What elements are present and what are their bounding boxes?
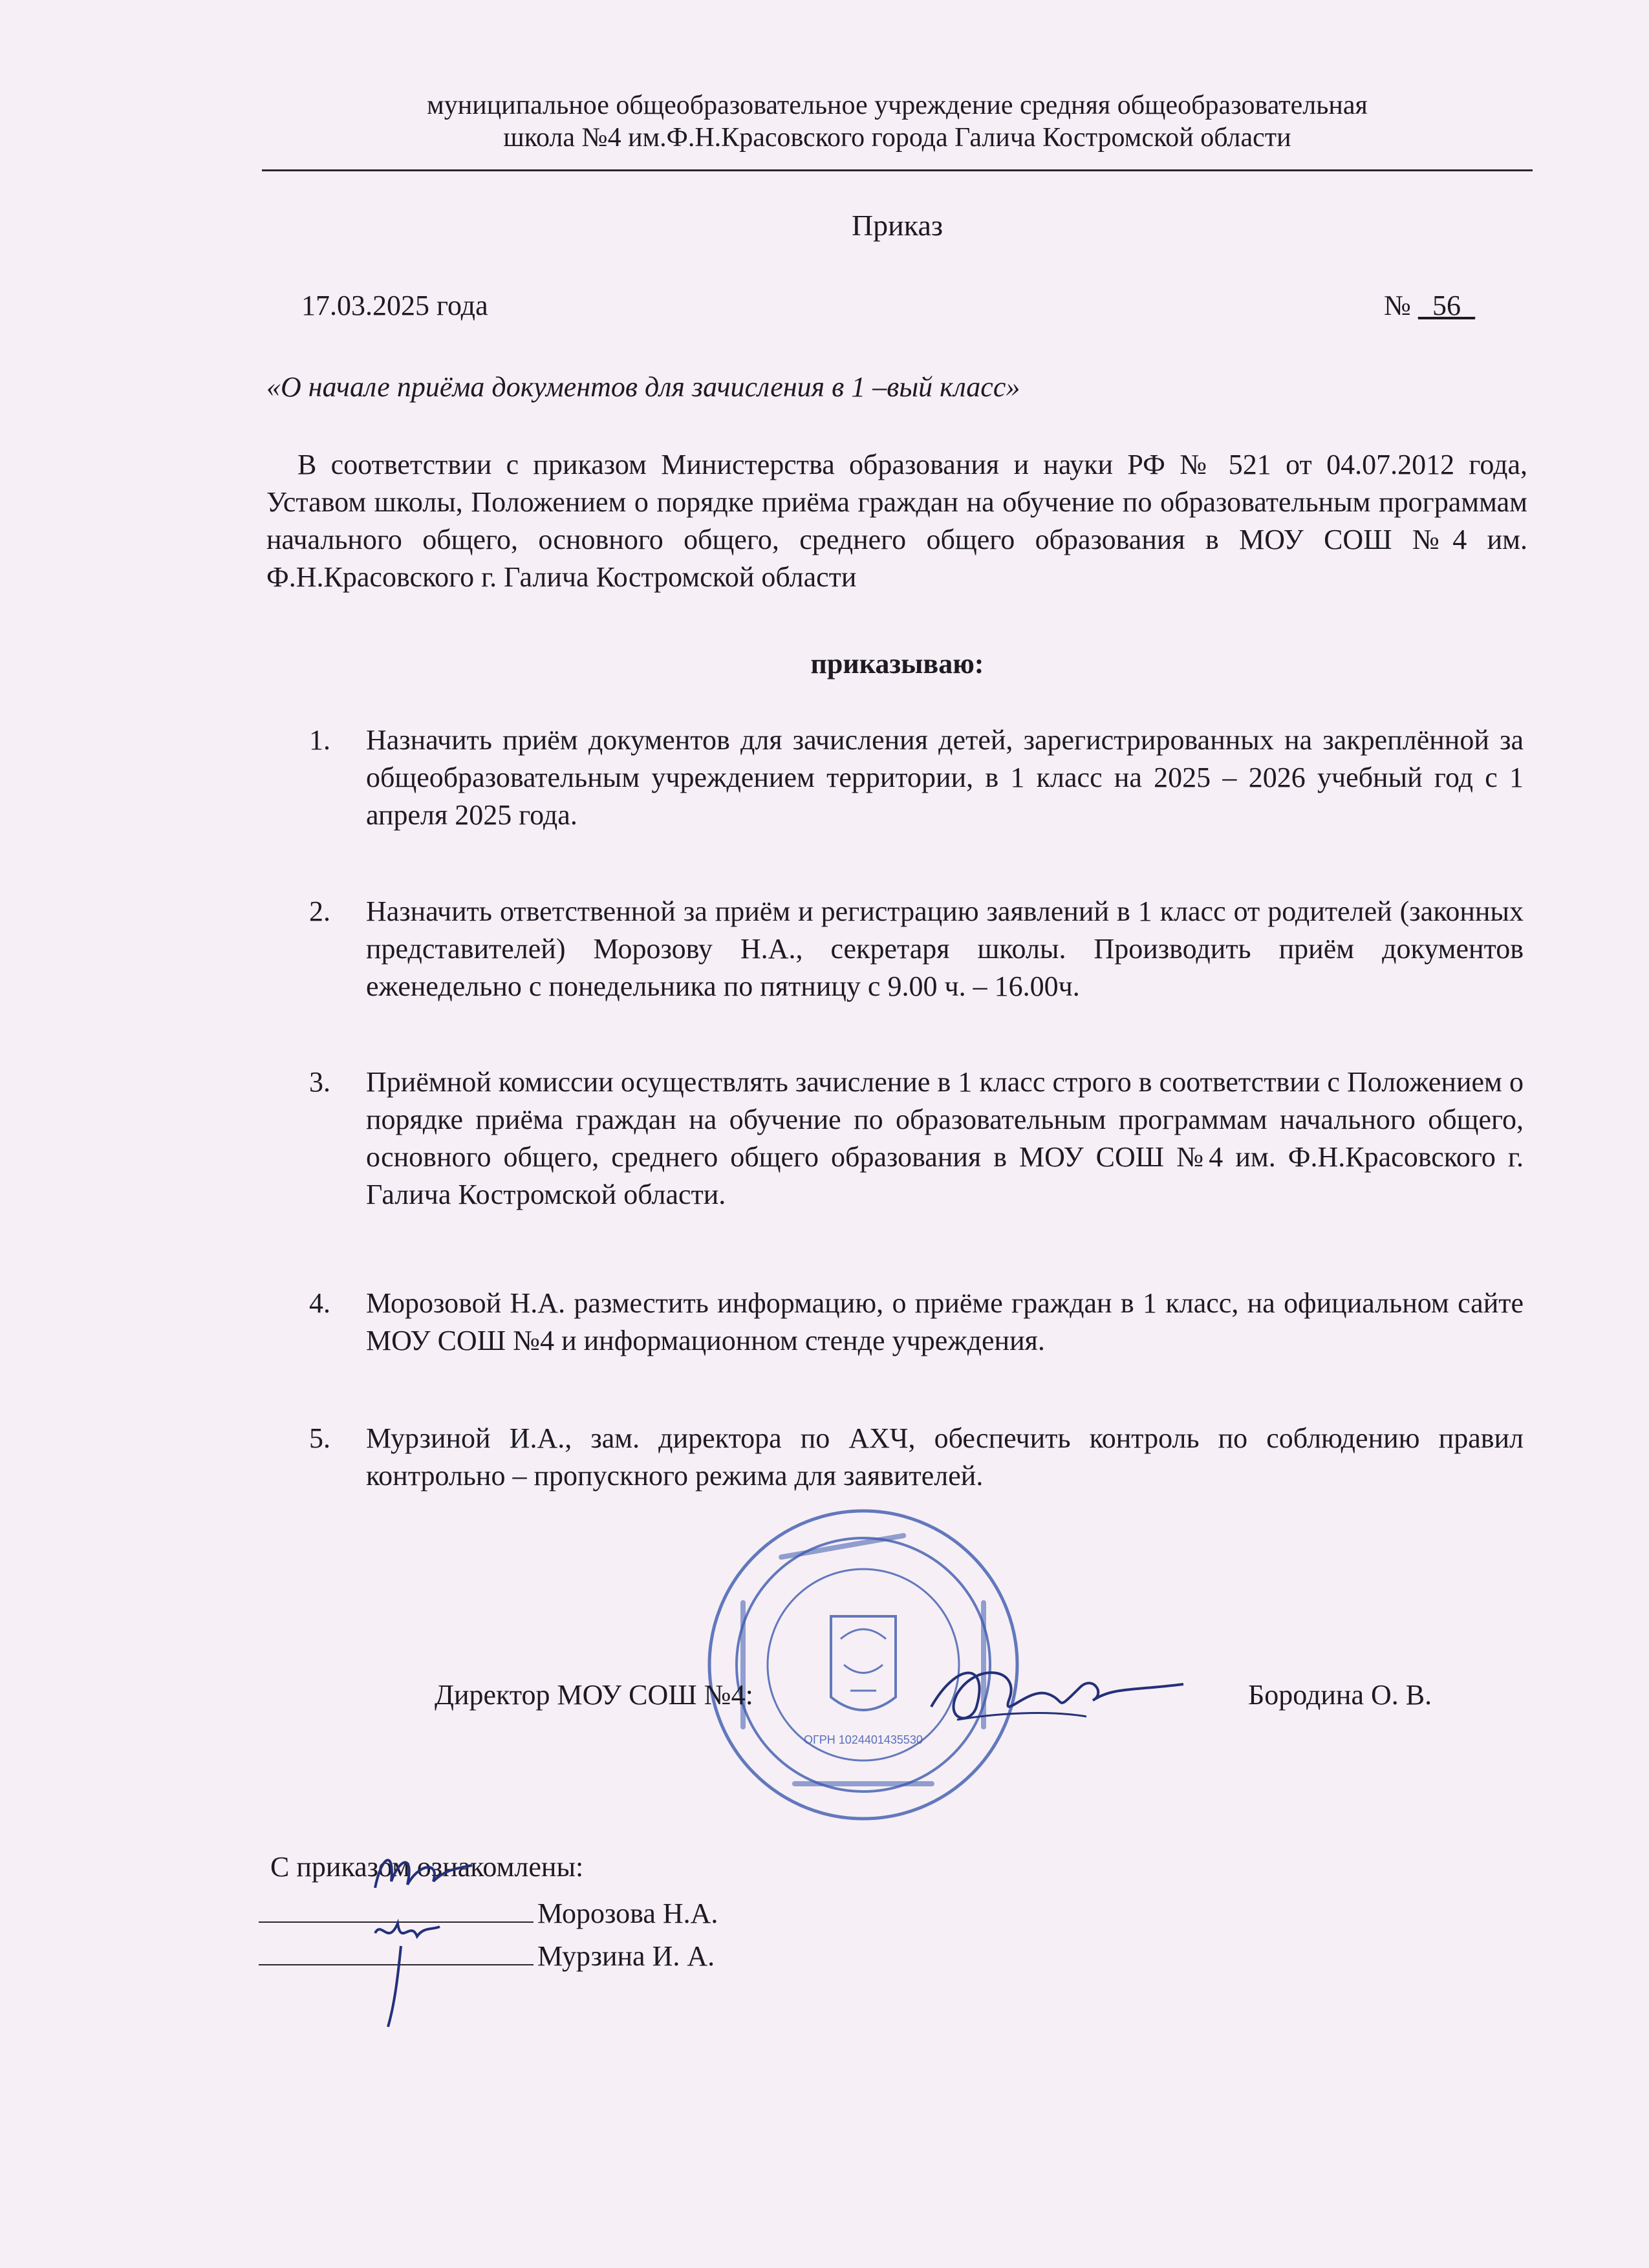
order-number-label: № [1384,290,1418,321]
organization-header-line1: муниципальное общеобразовательное учреждение средняя общеобразовательная [427,91,1368,120]
order-item-text: Морозовой Н.А. разместить информацию, о приёме граждан в 1 класс, на официальном сайте МОУ СОШ №4 и информационном стенде учреждения. [366,1287,1524,1356]
order-item-text: Назначить приём документов для зачисления детей, зарегистрированных на закреплённой за общеобразовательным учреждением территории, в 1 класс на 2025 – 2026 учебный год с 1 апреля 2025 года. [366,724,1524,831]
order-item-text: Мурзиной И.А., зам. директора по АХЧ, обеспечить контроль по соблюдению правил контрольно – пропускного режима для заявителей. [366,1422,1524,1492]
header-divider [262,169,1533,171]
acknowledgement-row [259,1938,715,1973]
document-title: Приказ [851,209,943,242]
order-item [309,722,1524,834]
order-number [1384,289,1475,322]
murzina-signature-icon [362,1907,453,2030]
order-item-number: 4. [309,1287,330,1319]
preamble-paragraph: В соответствии с приказом Министерства образования и науки РФ № 521 от 04.07.2012 года, Уставом школы, Положением о порядке приёма граждан на обучение по образовательным программам начального общего, основного общего, среднего общего образования в МОУ СОШ №4 им. Ф.Н.Красовского г. Галича Костромской области [266,449,1527,593]
order-item [309,1420,1524,1495]
morozova-signature-icon [362,1836,479,1907]
order-verb: приказываю: [810,648,984,679]
order-item-number: 3. [309,1066,330,1098]
organization-header [262,89,1533,154]
order-item [309,1064,1524,1214]
order-item-number: 2. [309,895,330,927]
order-item-number: 5. [309,1422,330,1454]
acknowledgement-row [259,1896,718,1930]
stamp-ogrn: ОГРН 1024401435530 [804,1733,923,1746]
order-item-text: Приёмной комиссии осуществлять зачисление в 1 класс строго в соответствии с Положением о порядке приёма граждан на обучение по образовательным программам начального общего, основного общего, среднего общего образования в МОУ СОШ №4 им. Ф.Н.Красовского г. Галича Костромской области. [366,1066,1524,1210]
director-title: Директор МОУ СОШ №4: [435,1679,753,1711]
order-item [309,893,1524,1005]
director-name: Бородина О. В. [1248,1679,1432,1711]
order-date: 17.03.2025 года [301,290,488,321]
order-item-number: 1. [309,724,330,756]
organization-header-line2: школа №4 им.Ф.Н.Красовского города Галича Костромской области [503,123,1291,153]
order-number-value: _56_ [1417,290,1475,321]
director-signature-icon [918,1649,1190,1746]
acknowledgement-heading: С приказом ознакомлены: [270,1851,584,1883]
acknowledgement-name: Мурзина И. А. [537,1940,715,1972]
order-item-text: Назначить ответственной за приём и регистрацию заявлений в 1 класс от родителей (законных представителей) Морозову Н.А., секретаря школы. Производить приём документов еженедельно с понедельника по пятницу с 9.00 ч. – 16.00ч. [366,895,1524,1002]
order-item [309,1285,1524,1360]
acknowledgement-name: Морозова Н.А. [537,1898,718,1929]
order-subject: «О начале приёма документов для зачисления в 1 –вый класс» [266,371,1020,403]
